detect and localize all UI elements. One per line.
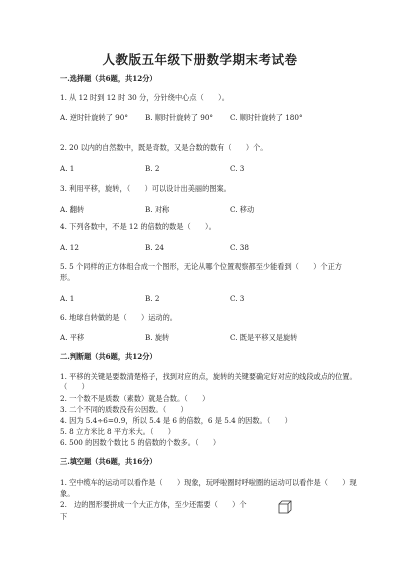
- option-b: B. 2: [145, 164, 160, 173]
- fill-item: 1. 空中缆车的运动可以看作是（ ）现象，玩呼啦圈时呼啦圈的运动可以看作是（ ）现象。: [60, 478, 357, 498]
- option-a: A. 1: [60, 294, 75, 303]
- question-text: 5. 5 个同样的正方体组合成一个图形，无论从哪个位置观察都至少能看到（ ）个正方形。: [60, 262, 342, 282]
- fill-item: 2. 边的图形要拼成一个大正方体，至少还需要（ ）个: [60, 500, 247, 509]
- option-c: C. 移动: [230, 205, 255, 214]
- question-options: [60, 333, 360, 344]
- option-c: C. 顺时针旋转了 180°: [230, 113, 303, 122]
- question-text: 3. 利用平移，旋转，（ ）可以设计出美丽的图案。: [60, 184, 231, 193]
- judgement-item: 2. 一个数不是质数（素数）就是合数。（ ）: [60, 394, 210, 403]
- cube-icon: [278, 500, 292, 514]
- section-heading-fill: 三.填空题（共6题，共16分）: [60, 457, 157, 466]
- question-text: 6. 地球自转做的是（ ）运动的。: [60, 313, 177, 322]
- option-b: B. 24: [145, 243, 164, 252]
- option-a: A. 逆时针旋转了 90°: [60, 113, 128, 122]
- judgement-item: 1. 平移的关键是要数清楚格子，找到对应的点，旋转的关键要确定好对应的线段或点的位置。（ ）: [60, 372, 357, 391]
- option-c: C. 3: [230, 164, 245, 173]
- judgement-item: 4. 因为 5.4÷6=0.9，所以 5.4 是 6 的倍数，6 是 5.4 的因数。（ ）: [60, 416, 292, 425]
- question-options: [60, 164, 360, 175]
- question-text: 1. 从 12 时到 12 时 30 分，分针绕中心点（ ）。: [60, 93, 229, 102]
- question-text: 2. 20 以内的自然数中，既是奇数，又是合数的数有（ ）个。: [60, 143, 268, 152]
- option-b: B. 2: [145, 294, 160, 303]
- option-a: A. 12: [60, 243, 79, 252]
- judgement-item: 6. 500 的因数个数比 5 的倍数的个数多。（ ）: [60, 438, 221, 447]
- question-text: 4. 下列各数中，不是 12 的倍数的数是（ ）。: [60, 222, 216, 231]
- question-options: [60, 243, 360, 254]
- option-a: A. 翻转: [60, 205, 85, 214]
- question-options: [60, 113, 360, 137]
- question-options: [60, 294, 360, 305]
- option-b: B. 顺时针旋转了 90°: [145, 113, 214, 122]
- option-a: A. 1: [60, 164, 75, 173]
- judgement-item: 3. 二个不同的质数没有公因数。（ ）: [60, 405, 188, 414]
- option-c: C. 38: [230, 243, 249, 252]
- option-c: C. 3: [230, 294, 245, 303]
- option-a: A. 平移: [60, 333, 85, 342]
- judgement-item: 5. 8 立方米比 8 平方米大。（ ）: [60, 427, 175, 436]
- page-title: 人教版五年级下册数学期末考试卷: [102, 52, 298, 67]
- question-options: [60, 205, 360, 216]
- option-b: B. 对称: [145, 205, 170, 214]
- option-b: B. 旋转: [145, 333, 170, 342]
- option-c: C. 既是平移又是旋转: [230, 333, 298, 342]
- section-heading-choice: 一.选择题（共6题，共12分）: [60, 74, 157, 83]
- section-heading-judgement: 二.判断题（共6题，共12分）: [60, 352, 157, 361]
- fill-item-continuation: 下: [60, 512, 68, 521]
